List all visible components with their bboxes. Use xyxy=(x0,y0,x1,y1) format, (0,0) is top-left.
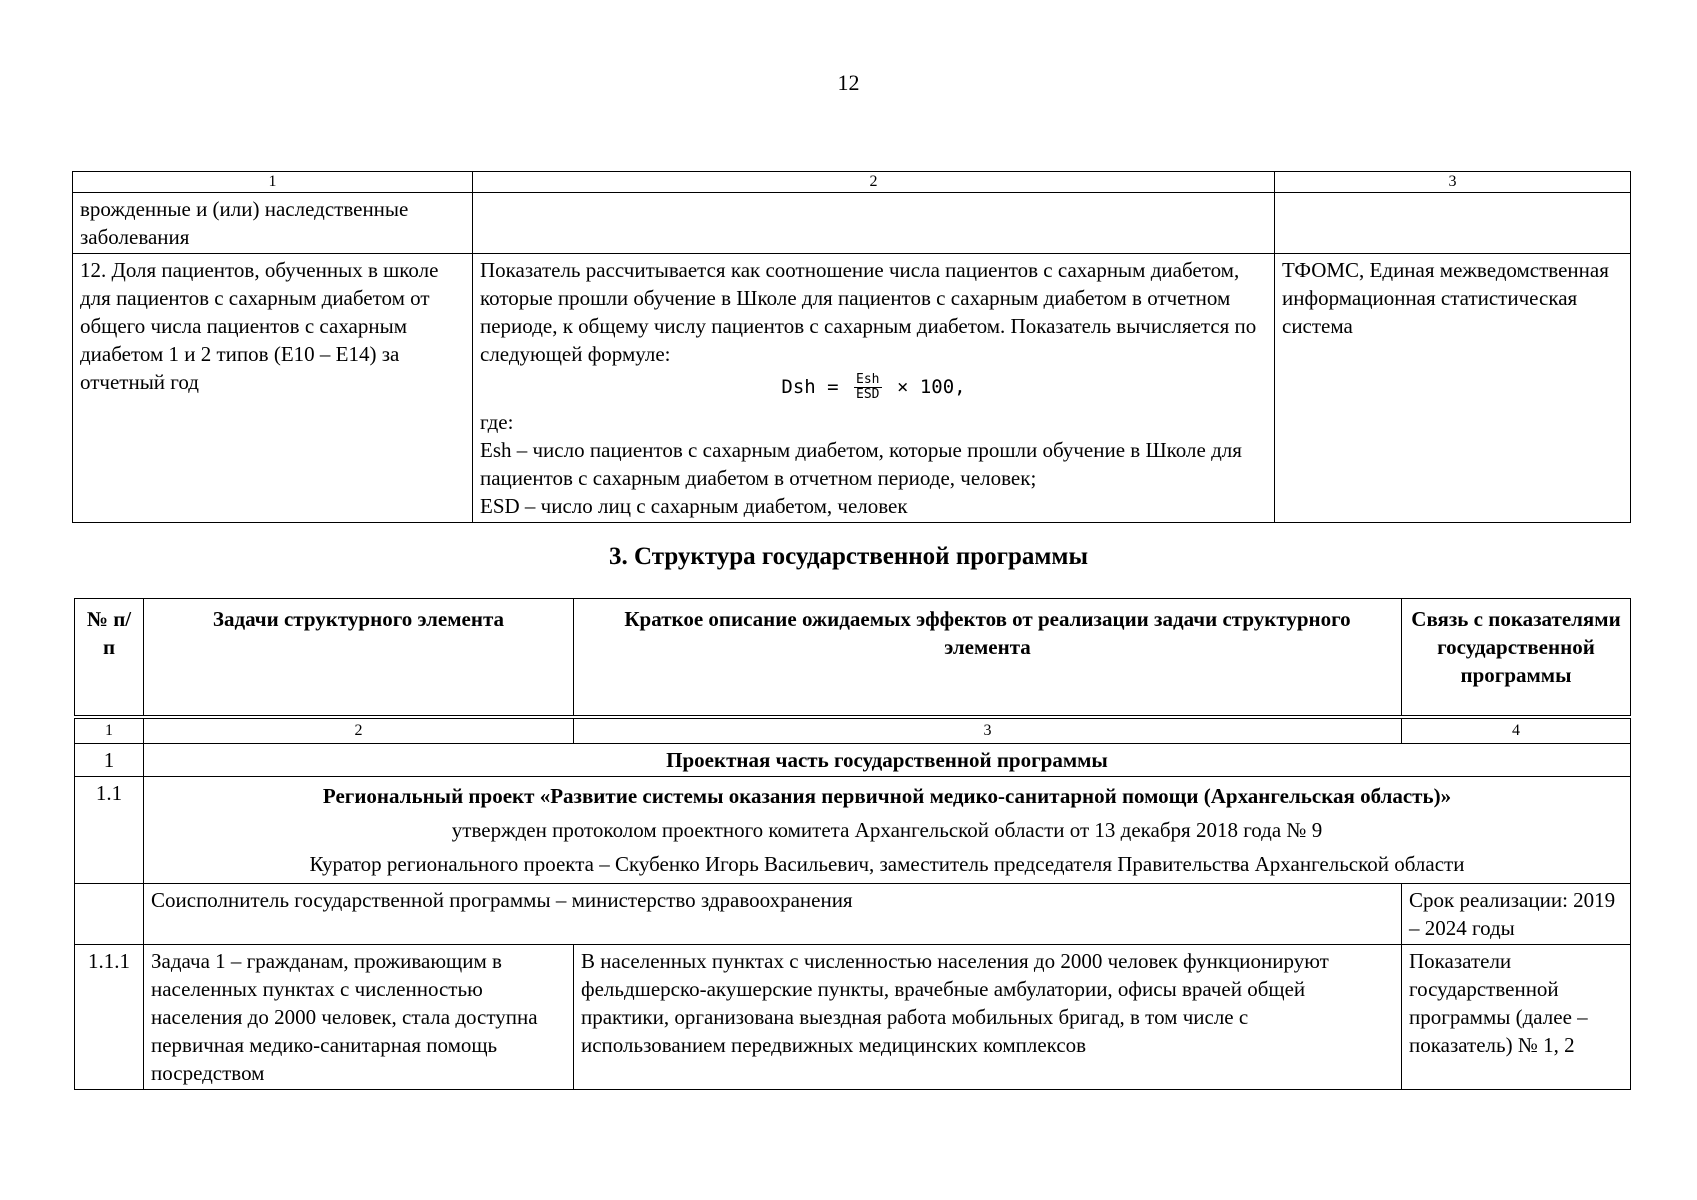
project-info xyxy=(144,777,1631,884)
formula-numerator: Esh xyxy=(856,372,880,387)
page-number: 12 xyxy=(837,70,860,95)
formula-lhs: Dsh = xyxy=(781,376,839,398)
coexecutor: Соисполнитель государственной программы – министерство здравоохранения xyxy=(144,884,1402,945)
formula-rhs: × 100, xyxy=(896,376,966,398)
column-number: 4 xyxy=(1402,719,1631,744)
indicator-method xyxy=(473,254,1275,523)
definition-esd: ESD – число лиц с сахарным диабетом, человек xyxy=(480,494,908,518)
where-label: где: xyxy=(480,410,514,434)
table-row xyxy=(73,193,1631,254)
column-numbers-row xyxy=(75,719,1631,744)
project-approval: утвержден протоколом проектного комитета Архангельской области от 13 декабря 2018 года № 9 xyxy=(451,818,1323,842)
header-tasks: Задачи структурного элемента xyxy=(144,599,574,716)
formula-fraction xyxy=(854,373,881,402)
table-row xyxy=(75,945,1631,1090)
header-link: Связь с показателями государственной программы xyxy=(1402,599,1631,716)
formula xyxy=(480,368,1267,408)
formula-denominator: ESD xyxy=(856,387,880,402)
header-effects: Краткое описание ожидаемых эффектов от реализации задачи структурного элемента xyxy=(574,599,1402,716)
header-number: № п/п xyxy=(75,599,144,716)
project-curator: Куратор регионального проекта – Скубенко Игорь Васильевич, заместитель председателя Правительства Архангельской области xyxy=(309,852,1465,876)
column-number: 2 xyxy=(144,719,574,744)
task-description: Задача 1 – гражданам, проживающим в населенных пунктах с численностью населения до 2000 человек, стала доступна первичная медико-санитарная помощь посредством xyxy=(144,945,574,1090)
column-number: 1 xyxy=(73,172,473,193)
row-number: 1.1.1 xyxy=(75,945,144,1090)
column-number: 3 xyxy=(574,719,1402,744)
column-number: 3 xyxy=(1275,172,1631,193)
column-number: 2 xyxy=(473,172,1275,193)
table-row xyxy=(75,777,1631,884)
section-row-title: Проектная часть государственной программы xyxy=(144,744,1631,777)
indicator-link: Показатели государственной программы (далее – показатель) № 1, 2 xyxy=(1402,945,1631,1090)
table-row xyxy=(73,254,1631,523)
row-number: 1.1 xyxy=(75,777,144,884)
program-structure-table xyxy=(74,598,1631,1090)
row-number: 1 xyxy=(75,744,144,777)
effect-description: В населенных пунктах с численностью населения до 2000 человек функционируют фельдшерско-акушерские пункты, врачебные амбулатории, офисы врачей общей практики, организована выездная работа мобильных бригад, в том числе с использованием передвижных медицинских комплексов xyxy=(574,945,1402,1090)
table-header-row xyxy=(75,599,1631,716)
implementation-term: Срок реализации: 2019 – 2024 годы xyxy=(1402,884,1631,945)
project-title: Региональный проект «Развитие системы оказания первичной медико-санитарной помощи (Архангельская область)» xyxy=(322,784,1452,808)
table-header-row xyxy=(73,172,1631,193)
indicator-name: врожденные и (или) наследственные заболевания xyxy=(73,193,473,254)
indicators-table xyxy=(72,171,1631,523)
empty-cell xyxy=(75,884,144,945)
definition-esh: Esh – число пациентов с сахарным диабетом, которые прошли обучение в Школе для пациентов с сахарным диабетом в отчетном периоде, человек; xyxy=(480,438,1242,490)
indicator-source: ТФОМС, Единая межведомственная информационная статистическая система xyxy=(1275,254,1631,523)
table-row xyxy=(75,884,1631,945)
table-row xyxy=(75,744,1631,777)
method-intro: Показатель рассчитывается как соотношение числа пациентов с сахарным диабетом, которые прошли обучение в Школе для пациентов с сахарным диабетом в отчетном периоде, к общему числу пациентов с сахарным диабетом. Показатель вычисляется по следующей формуле: xyxy=(480,258,1257,366)
section-title: 3. Структура государственной программы xyxy=(609,543,1088,570)
empty-cell xyxy=(1275,193,1631,254)
indicator-name: 12. Доля пациентов, обученных в школе для пациентов с сахарным диабетом от общего числа пациентов с сахарным диабетом 1 и 2 типов (Е10 – Е14) за отчетный год xyxy=(73,254,473,523)
empty-cell xyxy=(473,193,1275,254)
column-number: 1 xyxy=(75,719,144,744)
